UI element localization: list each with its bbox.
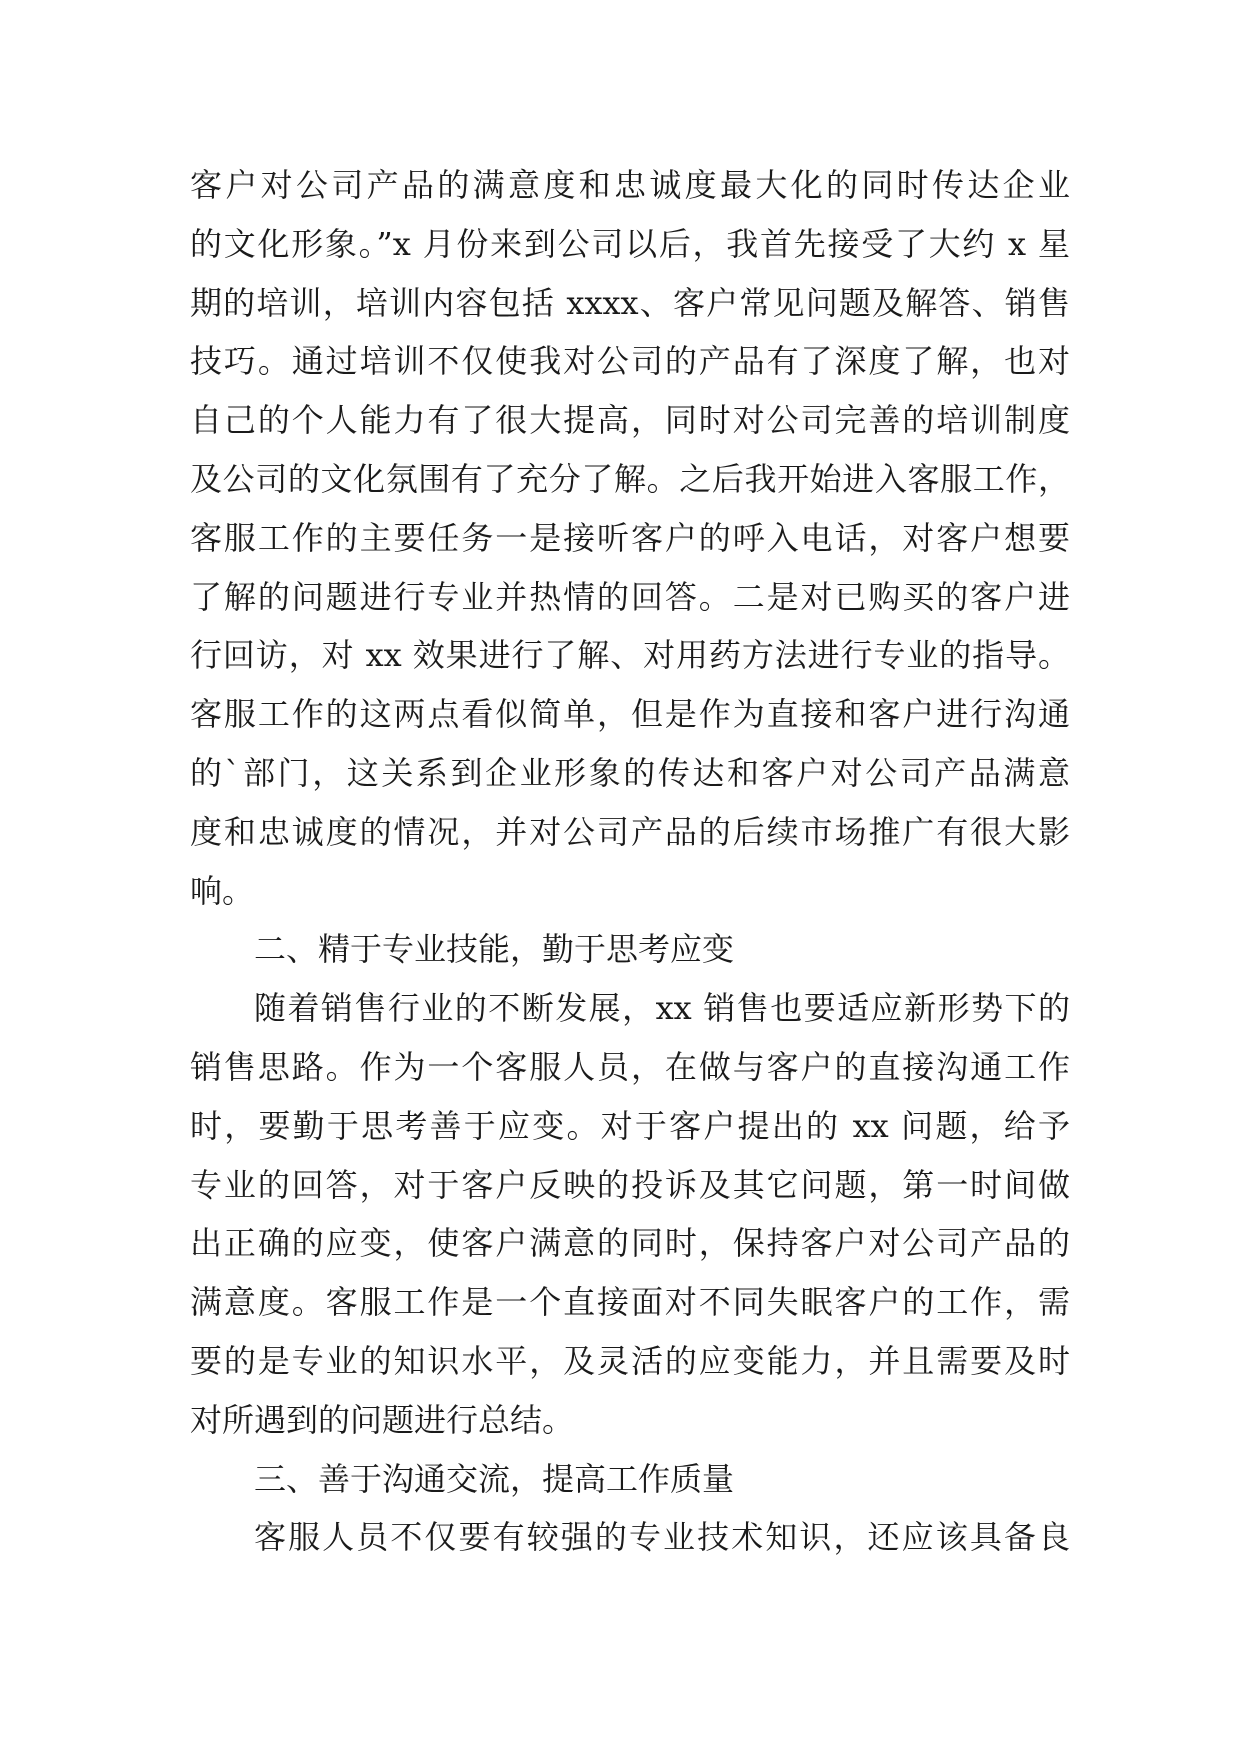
text-line: 客服人员不仅要有较强的专业技术知识，还应该具备良 [254, 1518, 1070, 1557]
text-line: 及公司的文化氛围有了充分了解。之后我开始进入客服工作， [190, 459, 1070, 498]
text-line: 对所遇到的问题进行总结。 [190, 1400, 575, 1439]
text-line: 期的培训，培训内容包括 xxxx、客户常见问题及解答、销售 [190, 283, 1070, 322]
text-line: 自己的个人能力有了很大提高，同时对公司完善的培训制度 [190, 401, 1070, 440]
section-heading: 三、善于沟通交流，提高工作质量 [254, 1459, 735, 1498]
text-line: 客服工作的主要任务一是接听客户的呼入电话，对客户想要 [190, 518, 1070, 557]
text-line: 满意度。客服工作是一个直接面对不同失眠客户的工作，需 [190, 1283, 1070, 1322]
text-line: 度和忠诚度的情况，并对公司产品的后续市场推广有很大影 [190, 812, 1070, 851]
text-line: 随着销售行业的不断发展，xx 销售也要适应新形势下的 [254, 989, 1070, 1028]
section-heading: 二、精于专业技能，勤于思考应变 [254, 930, 735, 969]
text-line: 客户对公司产品的满意度和忠诚度最大化的同时传达企业 [190, 166, 1070, 204]
text-line: 时，要勤于思考善于应变。对于客户提出的 xx 问题，给予 [190, 1106, 1070, 1145]
text-line: 的文化形象。”x 月份来到公司以后，我首先接受了大约 x 星 [190, 224, 1070, 263]
text-line: 销售思路。作为一个客服人员，在做与客户的直接沟通工作 [190, 1047, 1070, 1086]
text-line: 出正确的应变，使客户满意的同时，保持客户对公司产品的 [190, 1224, 1070, 1263]
text-line: 专业的回答，对于客户反映的投诉及其它问题，第一时间做 [190, 1165, 1070, 1204]
text-line: 要的是专业的知识水平，及灵活的应变能力，并且需要及时 [190, 1341, 1070, 1380]
text-line: 响。 [190, 871, 255, 910]
text-line: 了解的问题进行专业并热情的回答。二是对已购买的客户进 [190, 577, 1070, 616]
text-line: 行回访，对 xx 效果进行了解、对用药方法进行专业的指导。 [190, 636, 1070, 675]
text-line: 技巧。通过培训不仅使我对公司的产品有了深度了解，也对 [190, 342, 1070, 381]
text-line: 客服工作的这两点看似简单，但是作为直接和客户进行沟通 [190, 695, 1070, 734]
body-text [190, 156, 1070, 1567]
text-line: 的`部门，这关系到企业形象的传达和客户对公司产品满意 [190, 753, 1070, 792]
